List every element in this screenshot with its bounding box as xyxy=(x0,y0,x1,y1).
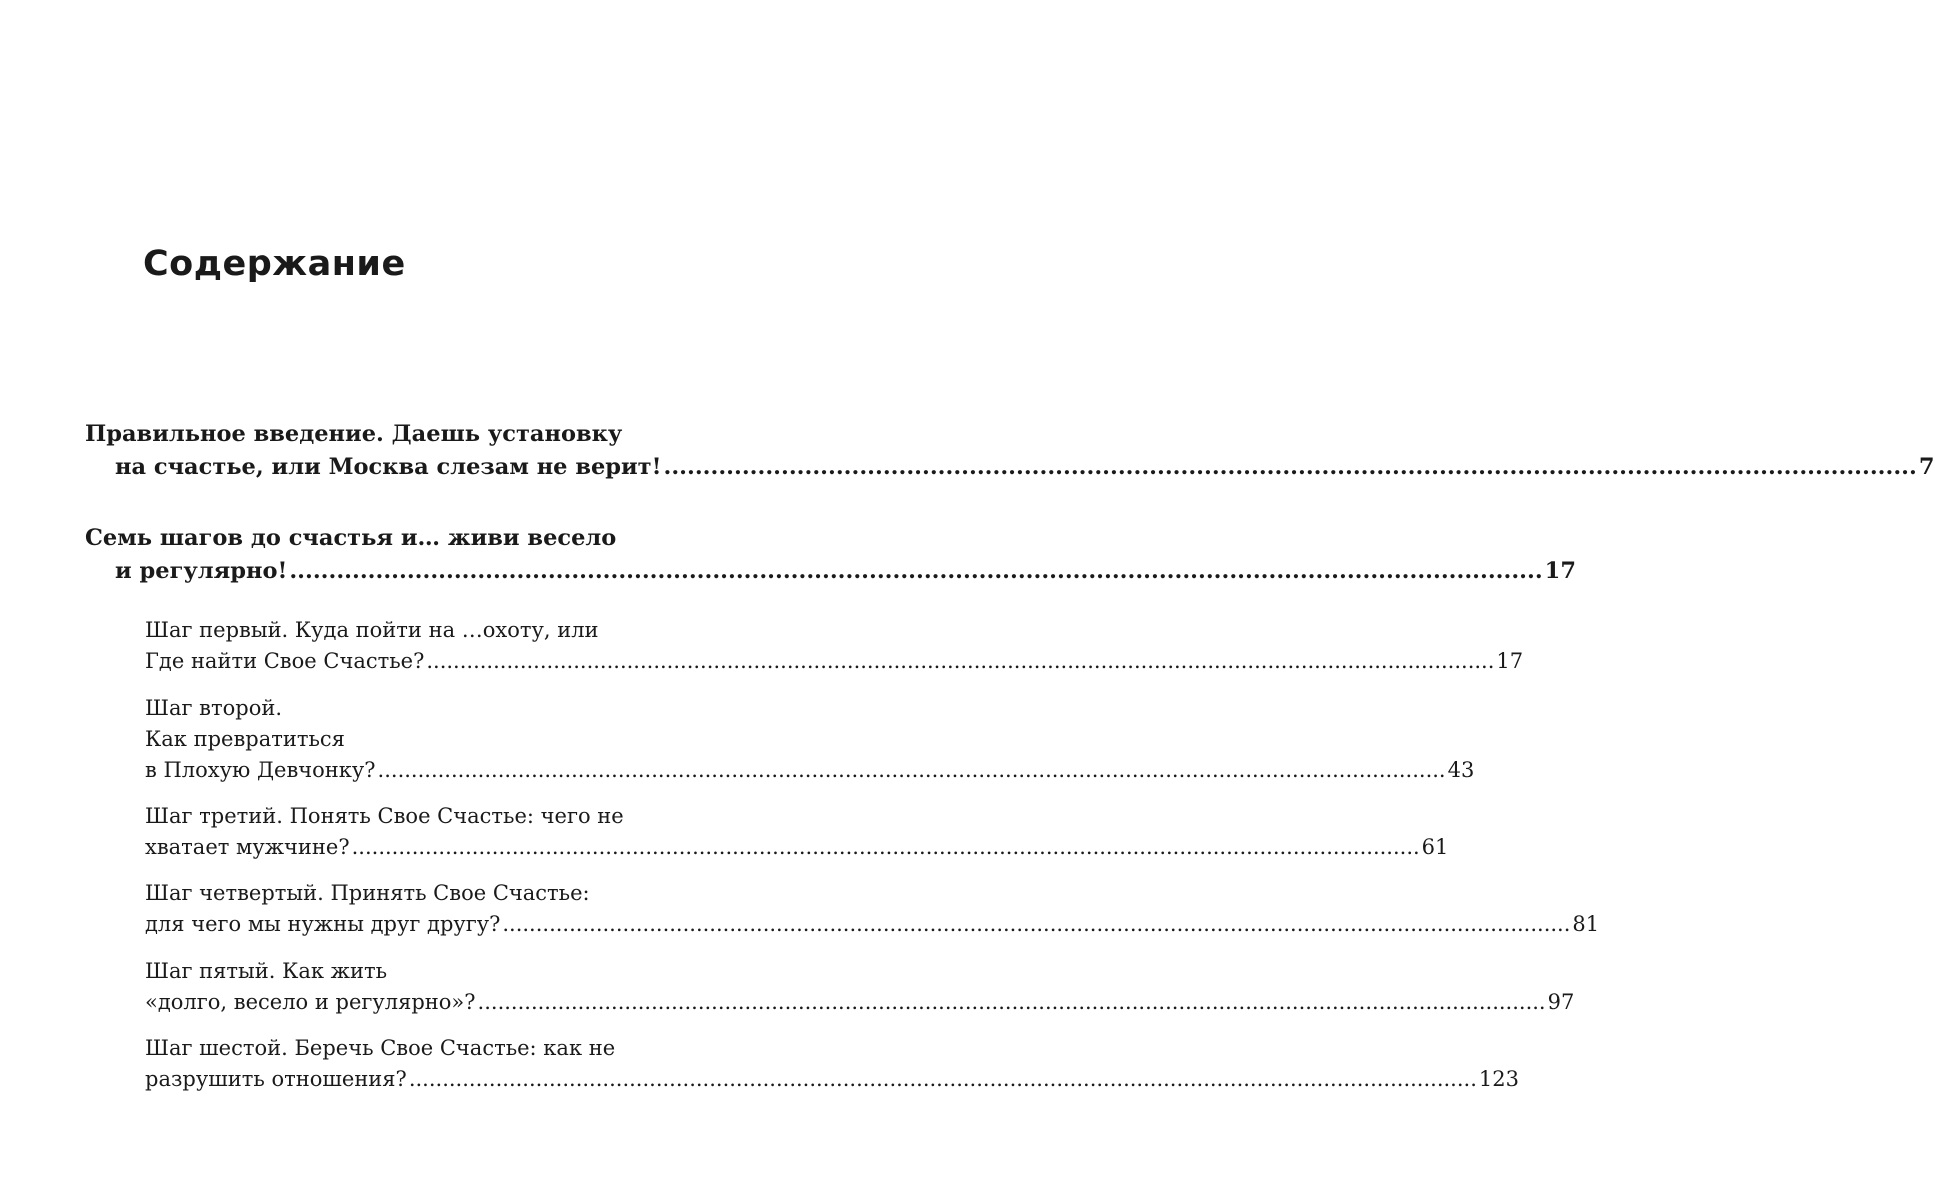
toc-entry-title: Шаг второй. xyxy=(145,696,283,720)
toc-entry-leader-line xyxy=(145,832,1449,863)
toc-entry-leader-line xyxy=(145,909,1600,940)
toc-entry-title: Как превратиться xyxy=(145,727,345,751)
toc-entry-step-1[interactable] xyxy=(145,615,1524,677)
toc-entry-leader-line xyxy=(85,555,1576,588)
toc-page-number: 61 xyxy=(1421,835,1449,859)
toc-entry-step-2[interactable] xyxy=(145,693,1475,786)
toc-entry-title: и регулярно! xyxy=(115,558,288,584)
toc-page-number: 17 xyxy=(1544,558,1576,584)
dot-leader: ................................................................................................................................................................ xyxy=(377,758,1446,782)
toc-page-number: 123 xyxy=(1478,1067,1519,1091)
toc-entry-title: Семь шагов до счастья и… живи весело xyxy=(85,525,617,551)
dot-leader: ................................................................................................................................................................ xyxy=(502,912,1571,936)
toc-entry-introduction[interactable] xyxy=(85,418,1935,484)
toc-entry-title: Шаг первый. Куда пойти на …охоту, или xyxy=(145,618,599,642)
toc-entry-title: Шаг шестой. Беречь Свое Счастье: как не xyxy=(145,1036,616,1060)
toc-page-number: 97 xyxy=(1547,990,1575,1014)
toc-entry-title: разрушить отношения? xyxy=(145,1067,407,1091)
toc-page-number: 7 xyxy=(1918,454,1935,480)
toc-entry-step-6[interactable] xyxy=(145,1033,1519,1095)
toc-entry-title: Правильное введение. Даешь установку xyxy=(85,421,623,447)
dot-leader: ................................................................................................................................................................ xyxy=(289,558,1543,584)
toc-entry-leader-line xyxy=(145,1064,1519,1095)
toc-page-number: 81 xyxy=(1572,912,1600,936)
toc-entry-title: на счастье, или Москва слезам не верит! xyxy=(115,454,662,480)
toc-entry-leader-line xyxy=(85,451,1935,484)
toc-entry-title: для чего мы нужны друг другу? xyxy=(145,912,501,936)
toc-entry-step-4[interactable] xyxy=(145,878,1600,940)
toc-entry-leader-line xyxy=(145,646,1524,677)
toc-entry-title: Шаг третий. Понять Свое Счастье: чего не xyxy=(145,804,624,828)
toc-entry-seven-steps[interactable] xyxy=(85,522,1576,588)
dot-leader: ................................................................................................................................................................ xyxy=(477,990,1546,1014)
dot-leader: ................................................................................................................................................................ xyxy=(408,1067,1477,1091)
dot-leader: ................................................................................................................................................................ xyxy=(663,454,1917,480)
toc-page-number: 43 xyxy=(1447,758,1475,782)
toc-entry-title: хватает мужчине? xyxy=(145,835,350,859)
dot-leader: ................................................................................................................................................................ xyxy=(351,835,1420,859)
toc-page-number: 17 xyxy=(1496,649,1524,673)
toc-entry-step-5[interactable] xyxy=(145,956,1575,1018)
toc-entry-leader-line xyxy=(145,987,1575,1018)
dot-leader: ................................................................................................................................................................ xyxy=(426,649,1495,673)
toc-entry-title: «долго, весело и регулярно»? xyxy=(145,990,476,1014)
page-title: Содержание xyxy=(143,244,406,284)
toc-entry-step-3[interactable] xyxy=(145,801,1449,863)
toc-entry-title: Шаг пятый. Как жить xyxy=(145,959,388,983)
toc-entry-leader-line xyxy=(145,755,1475,786)
toc-entry-title: Шаг четвертый. Принять Свое Счастье: xyxy=(145,881,590,905)
toc-entry-title: в Плохую Девчонку? xyxy=(145,758,376,782)
toc-entry-title: Где найти Свое Счастье? xyxy=(145,649,425,673)
